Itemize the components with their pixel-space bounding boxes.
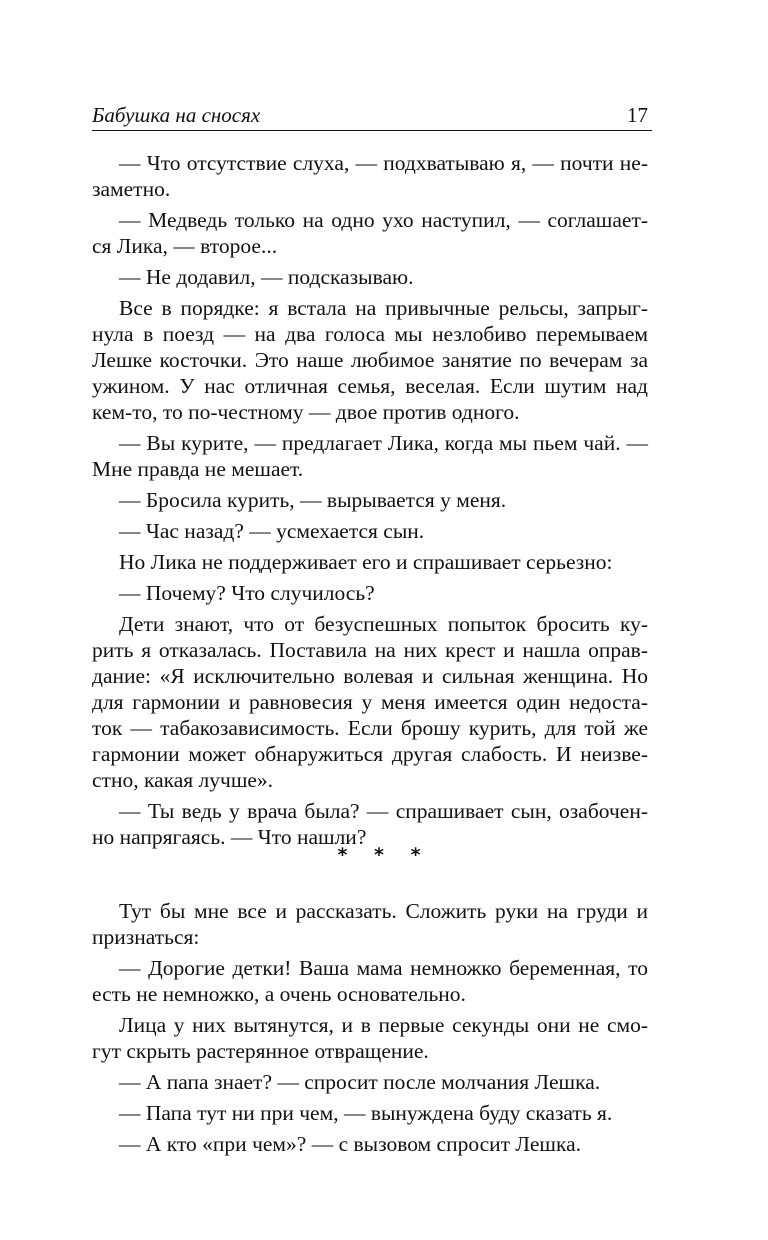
body-text-before-break — [92, 150, 648, 850]
text-line: заметно. — [92, 177, 171, 201]
text-line: — Не додавил, — подсказываю. — [119, 265, 414, 289]
text-line: — Что отсутствие слуха, — подхватываю я, — почти не- — [119, 151, 648, 175]
header-rule — [92, 130, 652, 131]
paragraph — [92, 1100, 648, 1126]
text-line: но напрягаясь. — Что нашли? — [92, 825, 367, 849]
text-line: Лица у них вытянутся, и в первые секунды они не смо- — [119, 1013, 648, 1037]
text-line: Тут бы мне все и рассказать. Сложить руки на груди и — [119, 899, 648, 923]
text-line: ток — табакозависимость. Если брошу курить, для той же — [92, 716, 648, 740]
text-line: — А папа знает? — спросит после молчания Лешка. — [119, 1070, 601, 1094]
paragraph — [92, 295, 648, 425]
text-line: — Вы курите, — предлагает Лика, когда мы пьем чай. — — [119, 431, 648, 455]
paragraph — [92, 150, 648, 202]
paragraph — [92, 518, 648, 544]
text-line: стно, какая лучше». — [92, 768, 274, 792]
paragraph — [92, 1012, 648, 1064]
paragraph — [92, 430, 648, 482]
paragraph — [92, 898, 648, 950]
body-text-after-break — [92, 898, 648, 1157]
text-line: — Час назад? — усмехается сын. — [119, 519, 425, 543]
text-line: для гармонии и равновесия у меня имеется один недоста- — [92, 690, 648, 714]
paragraph — [92, 611, 648, 793]
text-line: гут скрыть растерянное отвращение. — [92, 1039, 429, 1063]
paragraph — [92, 207, 648, 259]
text-line: нула в поезд — на два голоса мы незлобиво перемываем — [92, 322, 648, 346]
text-line: ужином. У нас отличная семья, веселая. Если шутим над — [92, 374, 648, 398]
text-line: — Папа тут ни при чем, — вынуждена буду сказать я. — [119, 1101, 613, 1125]
text-line: — Медведь только на одно ухо наступил, — соглашает- — [119, 208, 648, 232]
text-line: — Ты ведь у врача была? — спрашивает сын, озабочен- — [119, 799, 648, 823]
paragraph — [92, 1131, 648, 1157]
text-line: — Бросила курить, — вырывается у меня. — [119, 488, 507, 512]
text-line: есть не немножко, а очень основательно. — [92, 982, 466, 1006]
running-title: Бабушка на сносях — [92, 103, 261, 127]
text-line: Все в порядке: я встала на привычные рельсы, запрыг- — [119, 296, 648, 320]
text-line: дание: «Я исключительно волевая и сильная женщина. Но — [92, 664, 648, 688]
text-line: признаться: — [92, 925, 200, 949]
paragraph — [92, 549, 648, 575]
text-line: Но Лика не поддерживает его и спрашивает серьезно: — [119, 550, 613, 574]
text-line: — Почему? Что случилось? — [119, 581, 375, 605]
text-line: — А кто «при чем»? — с вызовом спросит Лешка. — [119, 1132, 581, 1156]
page-number: 17 — [627, 103, 648, 127]
paragraph — [92, 264, 648, 290]
text-line: Лешке косточки. Это наше любимое занятие по вечерам за — [92, 348, 648, 372]
paragraph — [92, 580, 648, 606]
paragraph — [92, 1069, 648, 1095]
text-line: Мне правда не мешает. — [92, 457, 304, 481]
paragraph — [92, 487, 648, 513]
page-header — [92, 100, 652, 130]
paragraph — [92, 955, 648, 1007]
section-break: * * * — [337, 844, 431, 866]
text-line: гармонии может обнаружиться другая слабость. И неизве- — [92, 742, 648, 766]
text-line: рить я отказалась. Поставила на них крест и нашла оправ- — [92, 638, 648, 662]
text-line: Дети знают, что от безуспешных попыток бросить ку- — [119, 612, 648, 636]
text-line: ся Лика, — второе... — [92, 234, 278, 258]
text-line: — Дорогие детки! Ваша мама немножко беременная, то — [119, 956, 648, 980]
text-line: кем-то, то по-честному — двое против одного. — [92, 400, 520, 424]
